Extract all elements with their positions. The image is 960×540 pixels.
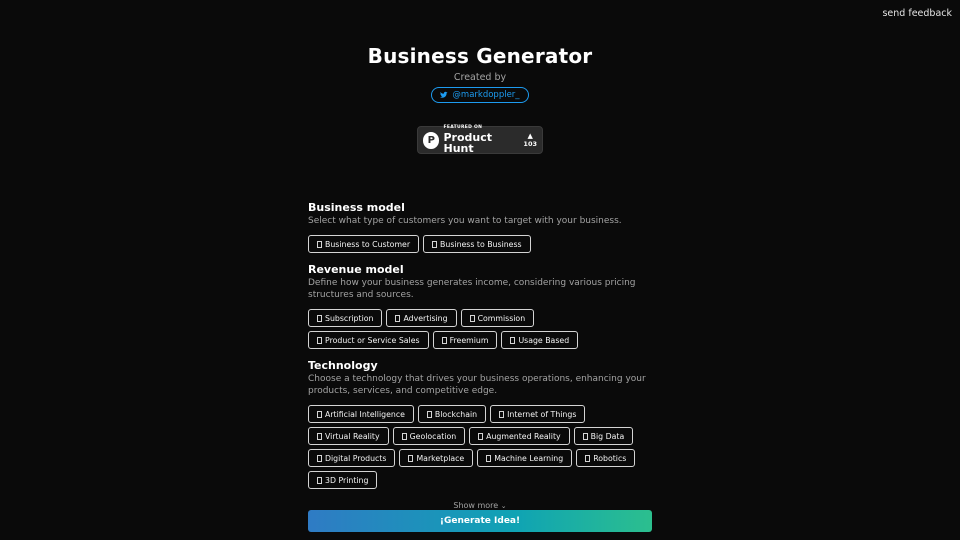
section-title: Technology bbox=[308, 359, 378, 372]
section-description: Choose a technology that drives your business operations, enhancing your products, services, and competitive edge. bbox=[308, 374, 646, 396]
option-label: Advertising bbox=[403, 313, 448, 323]
option-button[interactable] bbox=[469, 427, 570, 445]
option-button[interactable] bbox=[461, 309, 535, 327]
option-button[interactable] bbox=[386, 309, 456, 327]
option-label: Product or Service Sales bbox=[325, 335, 420, 345]
ph-vote-count: 103 bbox=[523, 139, 537, 148]
option-button[interactable] bbox=[576, 449, 635, 467]
form-content bbox=[308, 201, 652, 539]
show-more-label: Show more bbox=[453, 501, 499, 510]
checkbox-icon bbox=[317, 241, 322, 248]
option-button[interactable] bbox=[308, 471, 377, 489]
option-label: Marketplace bbox=[416, 453, 465, 463]
option-button[interactable] bbox=[418, 405, 486, 423]
technology-section bbox=[308, 359, 652, 529]
option-label: Business to Business bbox=[440, 239, 522, 249]
option-button[interactable] bbox=[399, 449, 473, 467]
checkbox-icon bbox=[486, 455, 491, 462]
upvote-icon: ▲ bbox=[527, 131, 533, 140]
option-label: Robotics bbox=[593, 453, 627, 463]
checkbox-icon bbox=[317, 455, 322, 462]
checkbox-icon bbox=[499, 411, 504, 418]
checkbox-icon bbox=[585, 455, 590, 462]
checkbox-icon bbox=[402, 433, 407, 440]
checkbox-icon bbox=[317, 433, 322, 440]
checkbox-icon bbox=[432, 241, 437, 248]
twitter-handle: @markdoppler_ bbox=[452, 90, 520, 100]
option-label: Augmented Reality bbox=[486, 431, 561, 441]
hero bbox=[0, 44, 960, 103]
business-model-section bbox=[308, 201, 652, 253]
option-button[interactable] bbox=[574, 427, 634, 445]
option-label: Big Data bbox=[590, 431, 625, 441]
checkbox-icon bbox=[317, 337, 322, 344]
section-title: Revenue model bbox=[308, 263, 404, 276]
checkbox-icon bbox=[317, 411, 322, 418]
option-button[interactable] bbox=[490, 405, 585, 423]
section-description: Select what type of customers you want to target with your business. bbox=[308, 216, 622, 226]
option-label: Digital Products bbox=[325, 453, 387, 463]
option-button[interactable] bbox=[308, 405, 414, 423]
checkbox-icon bbox=[427, 411, 432, 418]
option-button[interactable] bbox=[308, 235, 419, 253]
option-label: Artificial Intelligence bbox=[325, 409, 405, 419]
option-label: Blockchain bbox=[434, 409, 478, 419]
option-label: Usage Based bbox=[518, 335, 570, 345]
option-label: Machine Learning bbox=[494, 453, 564, 463]
option-label: Geolocation bbox=[409, 431, 457, 441]
option-label: Subscription bbox=[325, 313, 374, 323]
checkbox-icon bbox=[583, 433, 588, 440]
option-group bbox=[308, 309, 652, 349]
checkbox-icon bbox=[510, 337, 515, 344]
checkbox-icon bbox=[408, 455, 413, 462]
option-group bbox=[308, 405, 652, 489]
generate-idea-button[interactable]: ¡Generate Idea! bbox=[308, 510, 652, 532]
option-button[interactable] bbox=[308, 427, 389, 445]
ph-name: Product Hunt bbox=[443, 130, 493, 155]
option-button[interactable] bbox=[308, 449, 395, 467]
option-button[interactable] bbox=[477, 449, 572, 467]
revenue-model-section bbox=[308, 263, 652, 349]
section-description: Define how your business generates income, considering various pricing structures and sources. bbox=[308, 278, 636, 300]
checkbox-icon bbox=[395, 315, 400, 322]
checkbox-icon bbox=[478, 433, 483, 440]
page-title: Business Generator bbox=[367, 44, 593, 68]
option-label: 3D Printing bbox=[325, 475, 369, 485]
option-label: Freemium bbox=[449, 335, 489, 345]
ph-featured-label: FEATURED ON bbox=[443, 125, 483, 131]
checkbox-icon bbox=[317, 477, 322, 484]
option-label: Business to Customer bbox=[325, 239, 411, 249]
send-feedback-link[interactable]: send feedback bbox=[882, 8, 952, 19]
option-button[interactable] bbox=[433, 331, 498, 349]
option-label: Internet of Things bbox=[507, 409, 577, 419]
option-button[interactable] bbox=[393, 427, 466, 445]
created-by-label: Created by bbox=[453, 72, 507, 83]
checkbox-icon bbox=[442, 337, 447, 344]
show-more-button[interactable] bbox=[308, 501, 652, 510]
option-button[interactable] bbox=[501, 331, 578, 349]
option-button[interactable] bbox=[308, 331, 429, 349]
product-hunt-icon: P bbox=[423, 132, 439, 149]
twitter-link[interactable] bbox=[431, 87, 528, 103]
option-label: Commission bbox=[477, 313, 526, 323]
option-button[interactable] bbox=[308, 309, 382, 327]
chevron-down-icon: ⌄ bbox=[500, 502, 507, 510]
section-title: Business model bbox=[308, 201, 405, 214]
option-label: Virtual Reality bbox=[325, 431, 380, 441]
checkbox-icon bbox=[317, 315, 322, 322]
option-button[interactable] bbox=[423, 235, 531, 253]
checkbox-icon bbox=[470, 315, 475, 322]
product-hunt-badge[interactable] bbox=[417, 126, 543, 154]
option-group bbox=[308, 235, 652, 253]
twitter-icon bbox=[440, 91, 448, 99]
